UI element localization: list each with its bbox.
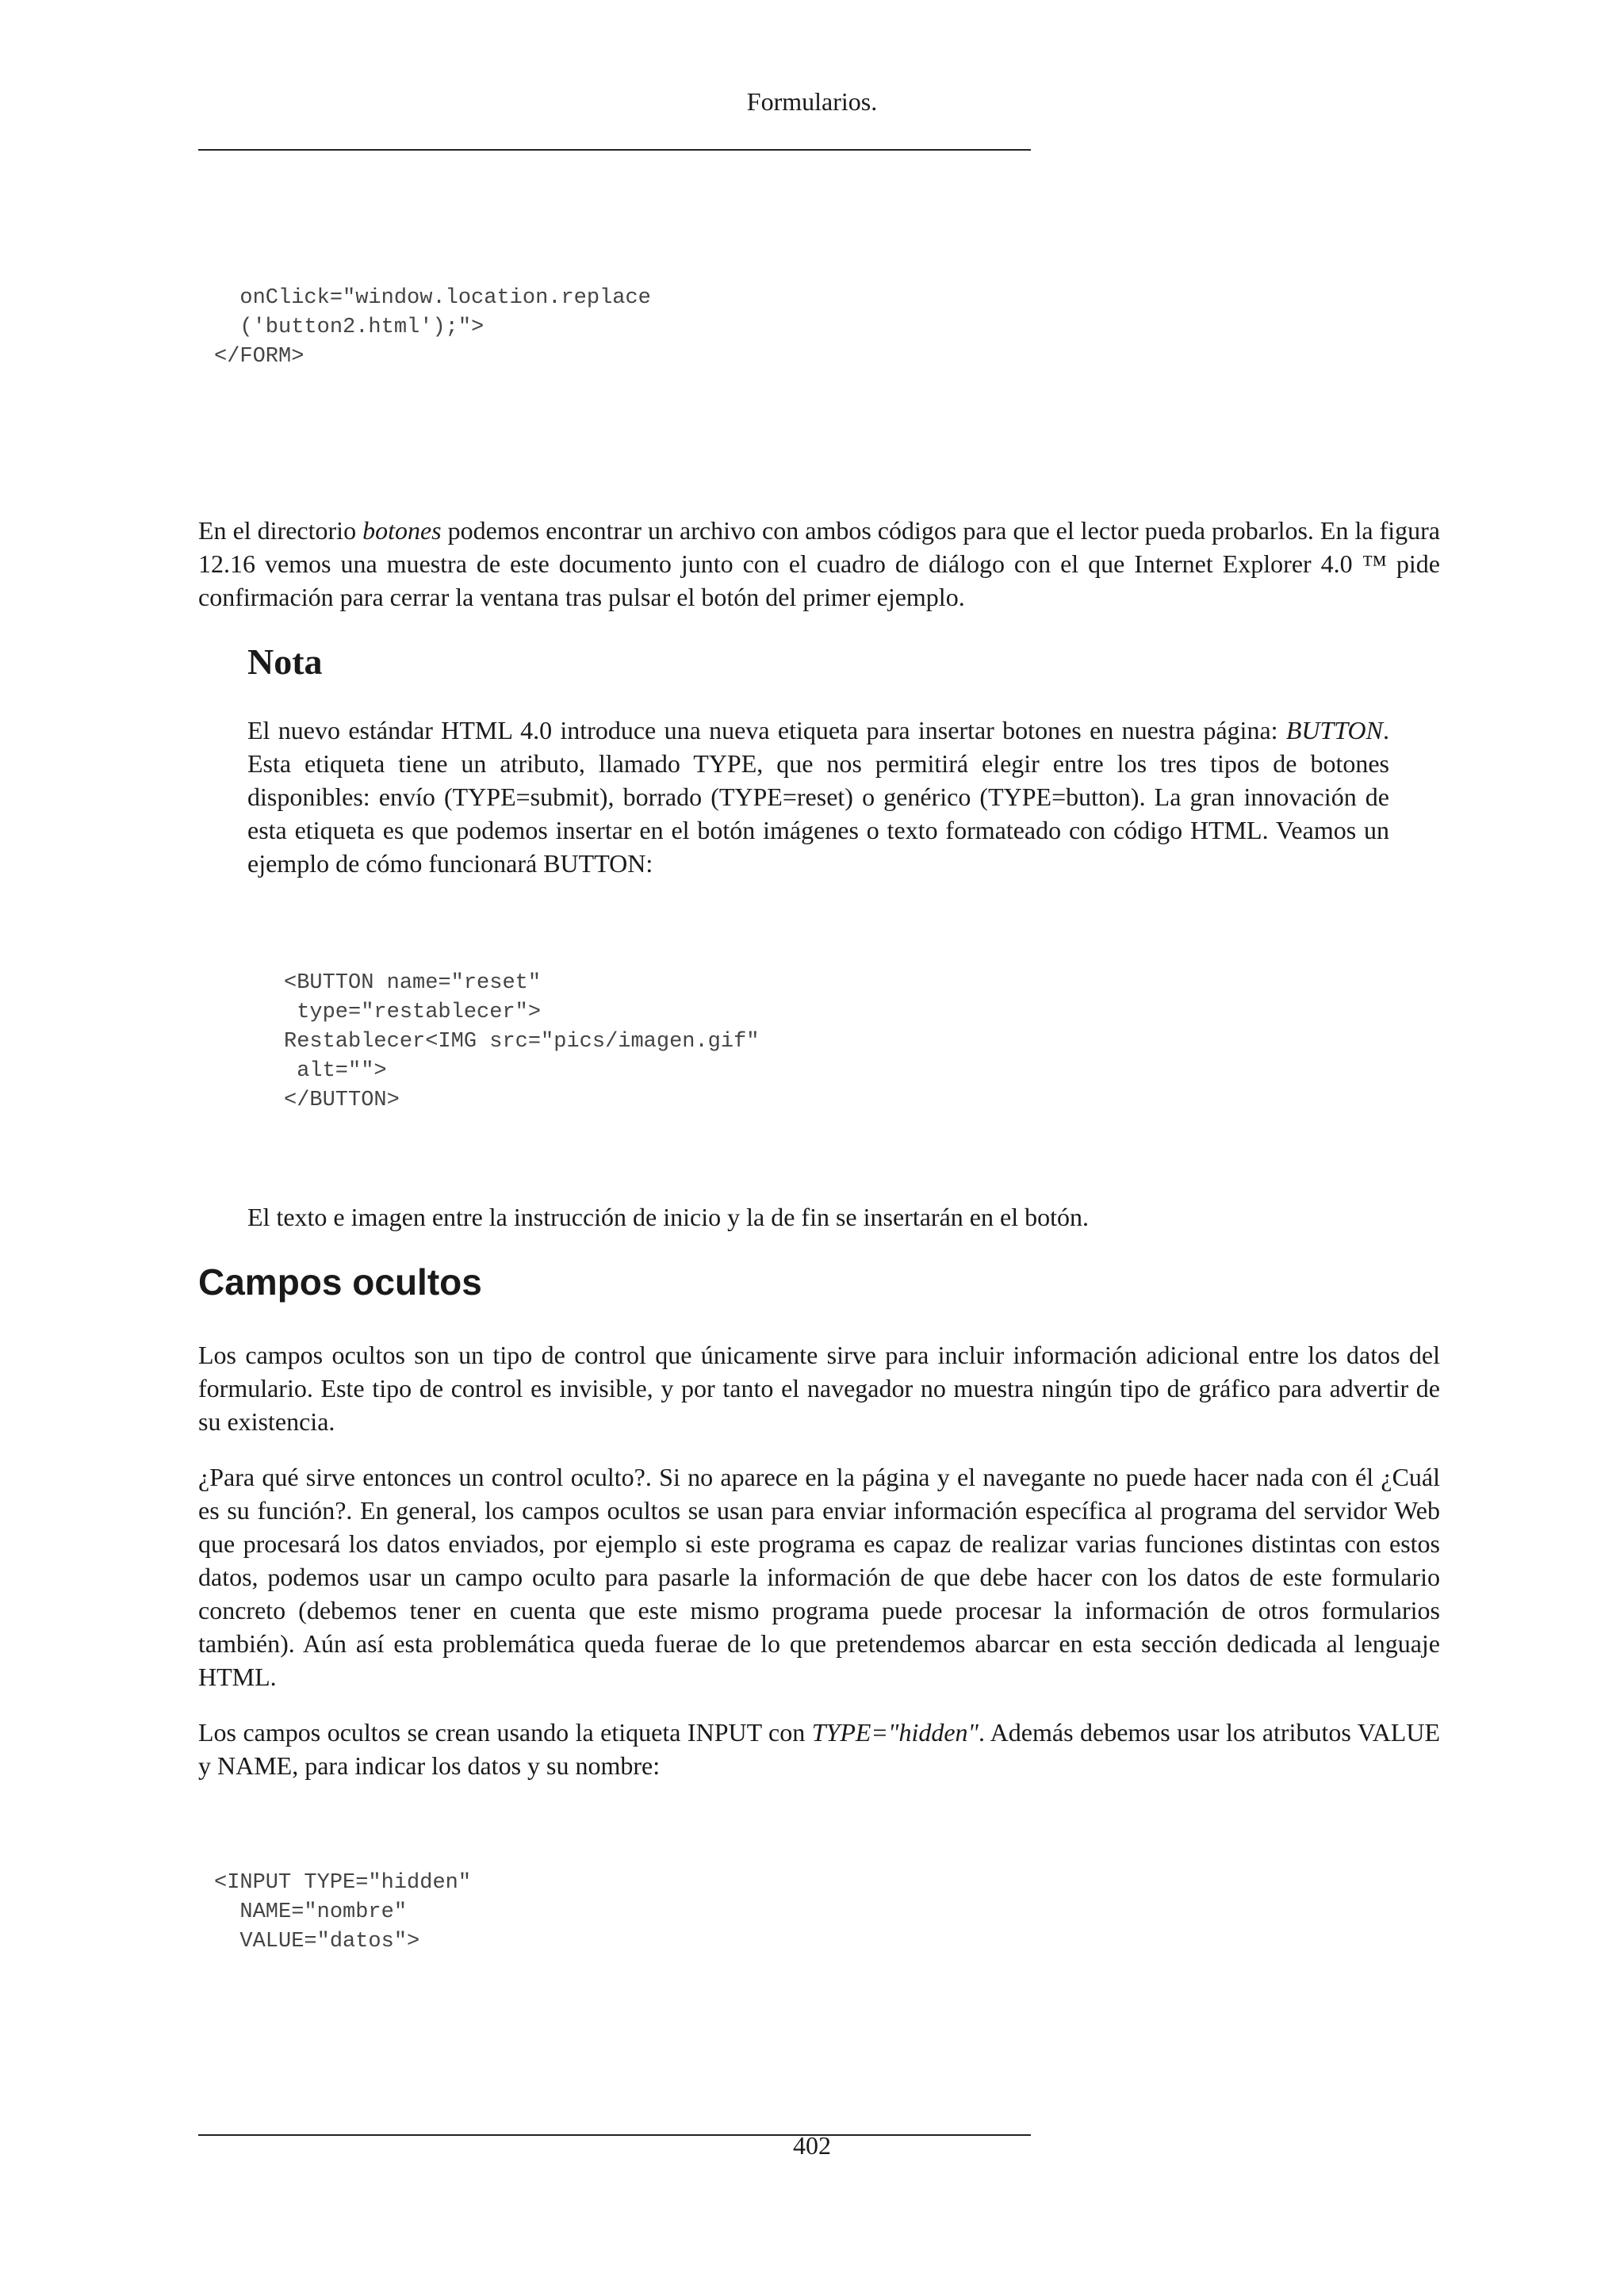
- code-line: NAME="nombre": [214, 1900, 408, 1924]
- note-closing-paragraph: El texto e imagen entre la instrucción de inicio y la de fin se insertarán en el botón.: [247, 1203, 1089, 1231]
- code-line: <INPUT TYPE="hidden": [214, 1871, 472, 1895]
- code-line: <BUTTON name="reset": [284, 971, 542, 995]
- note-paragraph: El nuevo estándar HTML 4.0 introduce una nueva etiqueta para insertar botones en nuestra página: BUTTON. Esta etiqueta tiene un atributo, llamado TYPE, que nos permitirá elegir entre los tres tipos de botones disponibles: envío (TYPE=submit), borrado (TYPE=reset) o genérico (TYPE=button). La gran innovación de esta etiqueta es que podemos insertar en el botón imágenes o texto formateado con código HTML. Veamos un ejemplo de cómo funcionará BUTTON:: [247, 716, 1389, 878]
- section-title: Campos ocultos: [198, 1261, 482, 1303]
- paragraph-campos-1: Los campos ocultos son un tipo de control que únicamente sirve para incluir información adicional entre los datos del formulario. Este tipo de control es invisible, y por tanto el navegador no muestra ningún tipo de gráfico para advertir de su existencia.: [198, 1341, 1440, 1436]
- paragraph-campos-3: Los campos ocultos se crean usando la etiqueta INPUT con TYPE="hidden". Además debemos usar los atributos VALUE y NAME, para indicar los datos y su nombre:: [198, 1718, 1441, 1780]
- code-block-form-end: [214, 284, 651, 372]
- header-rule: [198, 149, 1031, 151]
- paragraph-botones: En el directorio botones podemos encontrar un archivo con ambos códigos para que el lector pueda probarlos. En la figura 12.16 vemos una muestra de este documento junto con el cuadro de diálogo con el que Internet Explorer 4.0 ™ pide confirmación para cerrar la ventana tras pulsar el botón del primer ejemplo.: [198, 516, 1440, 611]
- code-line: </FORM>: [214, 345, 304, 369]
- code-line: alt="">: [284, 1059, 387, 1083]
- code-line: </BUTTON>: [284, 1089, 400, 1112]
- paragraph-campos-2: ¿Para qué sirve entonces un control oculto?. Si no aparece en la página y el navegante no puede hacer nada con él ¿Cuál es su función?. En general, los campos ocultos se usan para enviar información específica al programa del servidor Web que procesará los datos enviados, por ejemplo si este programa es capaz de realizar varias funciones distintas con estos datos, podemos usar un campo oculto para pasarle la información de que debe hacer con los datos de este formulario concreto (debemos tener en cuenta que este mismo programa puede procesar la información de otros formularios también). Aún así esta problemática queda fuerae de lo que pretendemos abarcar en esta sección dedicada al lenguaje HTML.: [198, 1463, 1440, 1691]
- running-header: Formularios.: [746, 87, 878, 116]
- code-line: onClick="window.location.replace: [214, 286, 651, 310]
- note-title: Nota: [247, 641, 323, 682]
- code-block-hidden-input: [214, 1869, 471, 1957]
- page-number: 402: [793, 2131, 831, 2160]
- code-line: Restablecer<IMG src="pics/imagen.gif": [284, 1030, 760, 1054]
- code-line: type="restablecer">: [284, 1001, 542, 1024]
- code-block-button: [284, 969, 760, 1115]
- code-line: ('button2.html');">: [214, 316, 485, 339]
- code-line: VALUE="datos">: [214, 1930, 420, 1954]
